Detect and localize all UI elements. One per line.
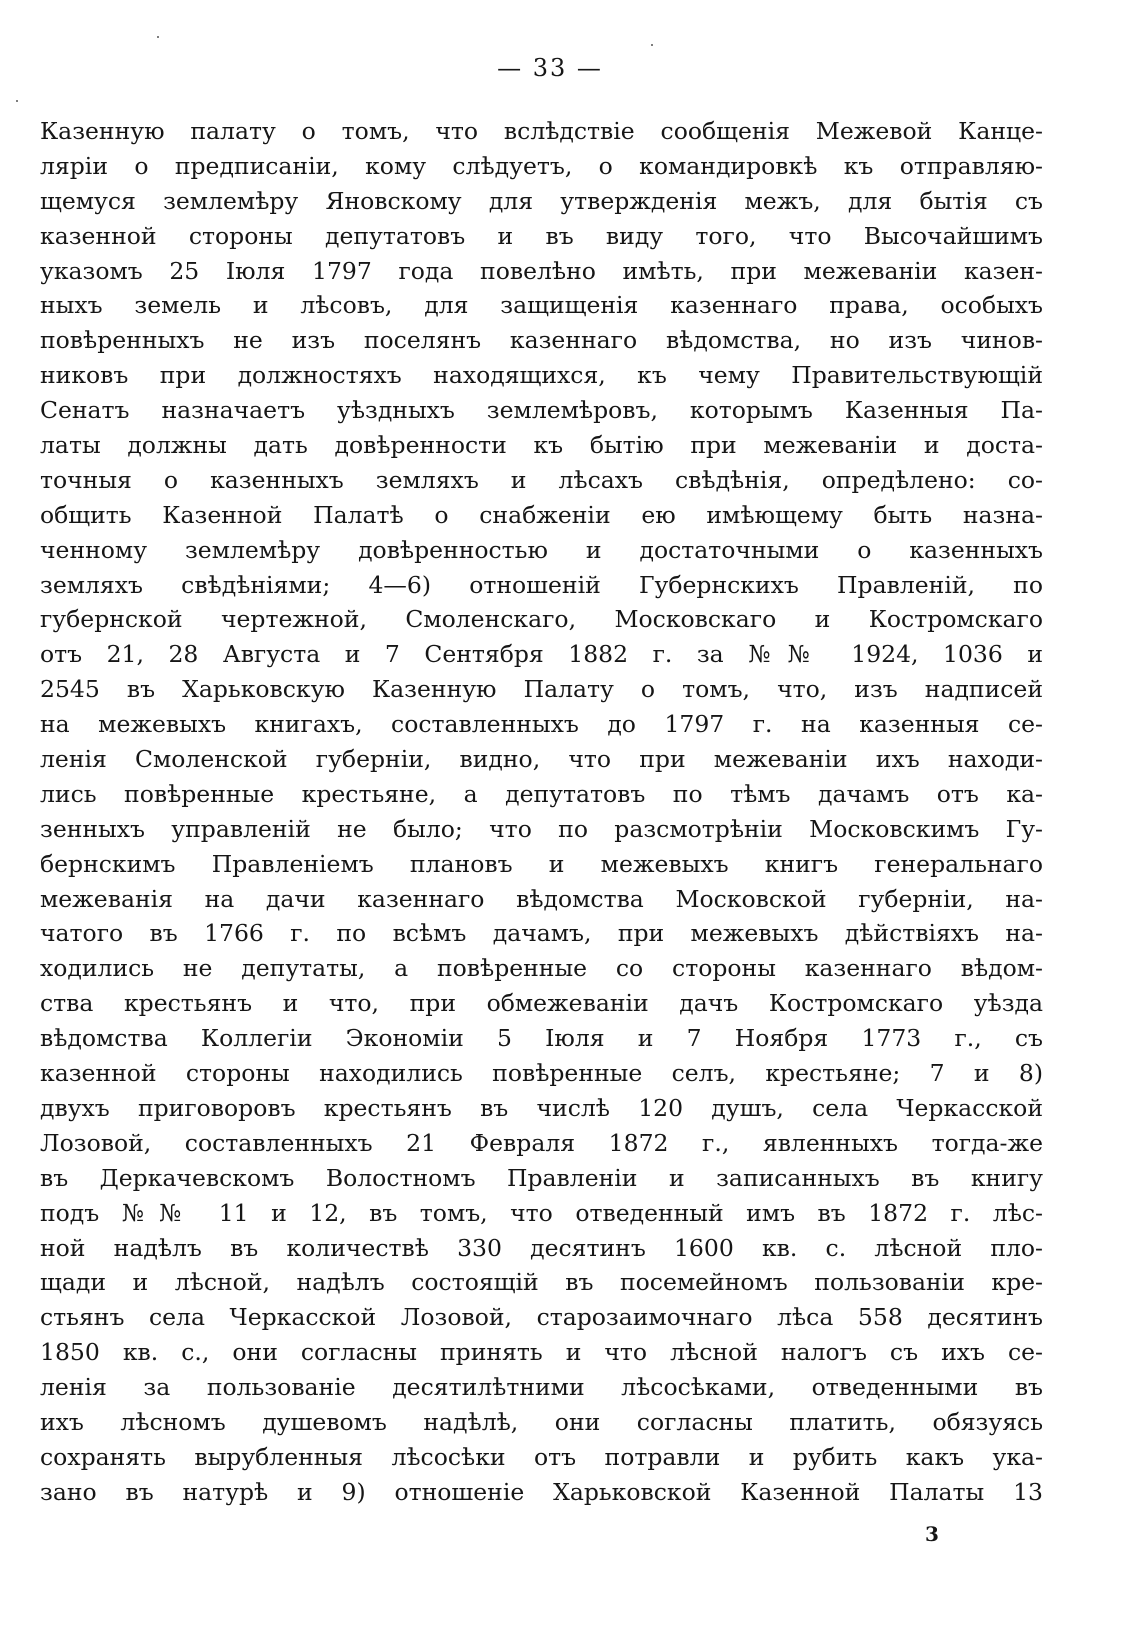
text-line: ихъ лѣсномъ душевомъ надѣлѣ, они согласны платить, обязуясь xyxy=(40,1407,1043,1436)
text-line: Лозовой, составленныхъ 21 Февраля 1872 г., явленныхъ тогда-же xyxy=(40,1128,1043,1157)
print-speck xyxy=(157,36,159,38)
text-line: губернской чертежной, Смоленскаго, Московскаго и Костромскаго xyxy=(40,605,1043,634)
text-line: зенныхъ управленій не было; что по разсмотрѣніи Московскимъ Гу- xyxy=(40,814,1043,843)
text-line: стьянъ села Черкасской Лозовой, старозаимочнаго лѣса 558 десятинъ xyxy=(40,1303,1043,1332)
text-line: лись повѣренные крестьяне, а депутатовъ по тѣмъ дачамъ отъ ка- xyxy=(40,779,1043,808)
text-line: 2545 въ Харьковскую Казенную Палату о томъ, что, изъ надписей xyxy=(40,675,1043,704)
text-line: зано въ натурѣ и 9) отношеніе Харьковской Казенной Палаты 13 xyxy=(40,1477,1043,1506)
text-line: ленія за пользованіе десятилѣтними лѣсосѣками, отведенными въ xyxy=(40,1373,1043,1402)
text-line: ленія Смоленской губерніи, видно, что при межеваніи ихъ находи- xyxy=(40,745,1043,774)
text-line: щемуся землемѣру Яновскому для утвержденія межъ, для бытія съ xyxy=(40,186,1043,215)
text-line: общить Казенной Палатѣ о снабженіи ею имѣющему быть назна- xyxy=(40,500,1043,529)
body-text xyxy=(40,114,1043,1510)
text-line: 1850 кв. с., они согласны принять и что лѣсной налогъ съ ихъ се- xyxy=(40,1338,1043,1367)
page-number: — 33 — xyxy=(497,54,603,82)
text-line: бернскимъ Правленіемъ плановъ и межевыхъ книгъ генеральнаго xyxy=(40,849,1043,878)
text-line: ныхъ земель и лѣсовъ, для защищенія казеннаго права, особыхъ xyxy=(40,291,1043,320)
signature-mark: 3 xyxy=(925,1522,939,1546)
text-line: ства крестьянъ и что, при обмежеваніи дачъ Костромскаго уѣзда xyxy=(40,989,1043,1018)
text-line: вѣдомства Коллегіи Экономіи 5 Іюля и 7 Ноября 1773 г., съ xyxy=(40,1024,1043,1053)
text-line: ченному землемѣру довѣренностью и достаточными о казенныхъ xyxy=(40,535,1043,564)
text-line: Сенатъ назначаетъ уѣздныхъ землемѣровъ, которымъ Казенныя Па- xyxy=(40,396,1043,425)
print-speck xyxy=(16,100,18,102)
text-line: сохранять вырубленныя лѣсосѣки отъ потравли и рубить какъ ука- xyxy=(40,1442,1043,1471)
text-line: отъ 21, 28 Августа и 7 Сентября 1882 г. за №№ 1924, 1036 и xyxy=(40,640,1043,669)
text-line: въ Деркачевскомъ Волостномъ Правленіи и записанныхъ въ книгу xyxy=(40,1163,1043,1192)
text-line: на межевыхъ книгахъ, составленныхъ до 1797 г. на казенныя се- xyxy=(40,710,1043,739)
text-line: точныя о казенныхъ земляхъ и лѣсахъ свѣдѣнія, опредѣлено: со- xyxy=(40,465,1043,494)
text-line: Казенную палату о томъ, что вслѣдствіе сообщенія Межевой Канце- xyxy=(40,117,1043,145)
text-line: межеванія на дачи казеннаго вѣдомства Московской губерніи, на- xyxy=(40,884,1043,913)
text-line: ходились не депутаты, а повѣренные со стороны казеннаго вѣдом- xyxy=(40,954,1043,983)
text-line: щади и лѣсной, надѣлъ состоящій въ посемейномъ пользованіи кре- xyxy=(40,1268,1043,1297)
text-line: латы должны дать довѣренности къ бытію при межеваніи и доста- xyxy=(40,431,1043,460)
text-line: казенной стороны депутатовъ и въ виду того, что Высочайшимъ xyxy=(40,221,1043,250)
text-line: указомъ 25 Іюля 1797 года повелѣно имѣть, при межеваніи казен- xyxy=(40,256,1043,285)
text-line: двухъ приговоровъ крестьянъ въ числѣ 120 душъ, села Черкасской xyxy=(40,1093,1043,1122)
text-line: казенной стороны находились повѣренные селъ, крестьяне; 7 и 8) xyxy=(40,1059,1043,1088)
text-line: повѣренныхъ не изъ поселянъ казеннаго вѣдомства, но изъ чинов- xyxy=(40,326,1043,355)
text-line: никовъ при должностяхъ находящихся, къ чему Правительствующій xyxy=(40,361,1043,390)
text-line: земляхъ свѣдѣніями; 4—6) отношеній Губернскихъ Правленій, по xyxy=(40,570,1043,599)
text-line: ной надѣлъ въ количествѣ 330 десятинъ 1600 кв. с. лѣсной пло- xyxy=(40,1233,1043,1262)
text-line: подъ №№ 11 и 12, въ томъ, что отведенный имъ въ 1872 г. лѣс- xyxy=(40,1198,1043,1227)
print-speck xyxy=(651,44,653,46)
text-line: чатого въ 1766 г. по всѣмъ дачамъ, при межевыхъ дѣйствіяхъ на- xyxy=(40,919,1043,948)
text-line: ляріи о предписаніи, кому слѣдуетъ, о командировкѣ къ отправляю- xyxy=(40,151,1043,180)
